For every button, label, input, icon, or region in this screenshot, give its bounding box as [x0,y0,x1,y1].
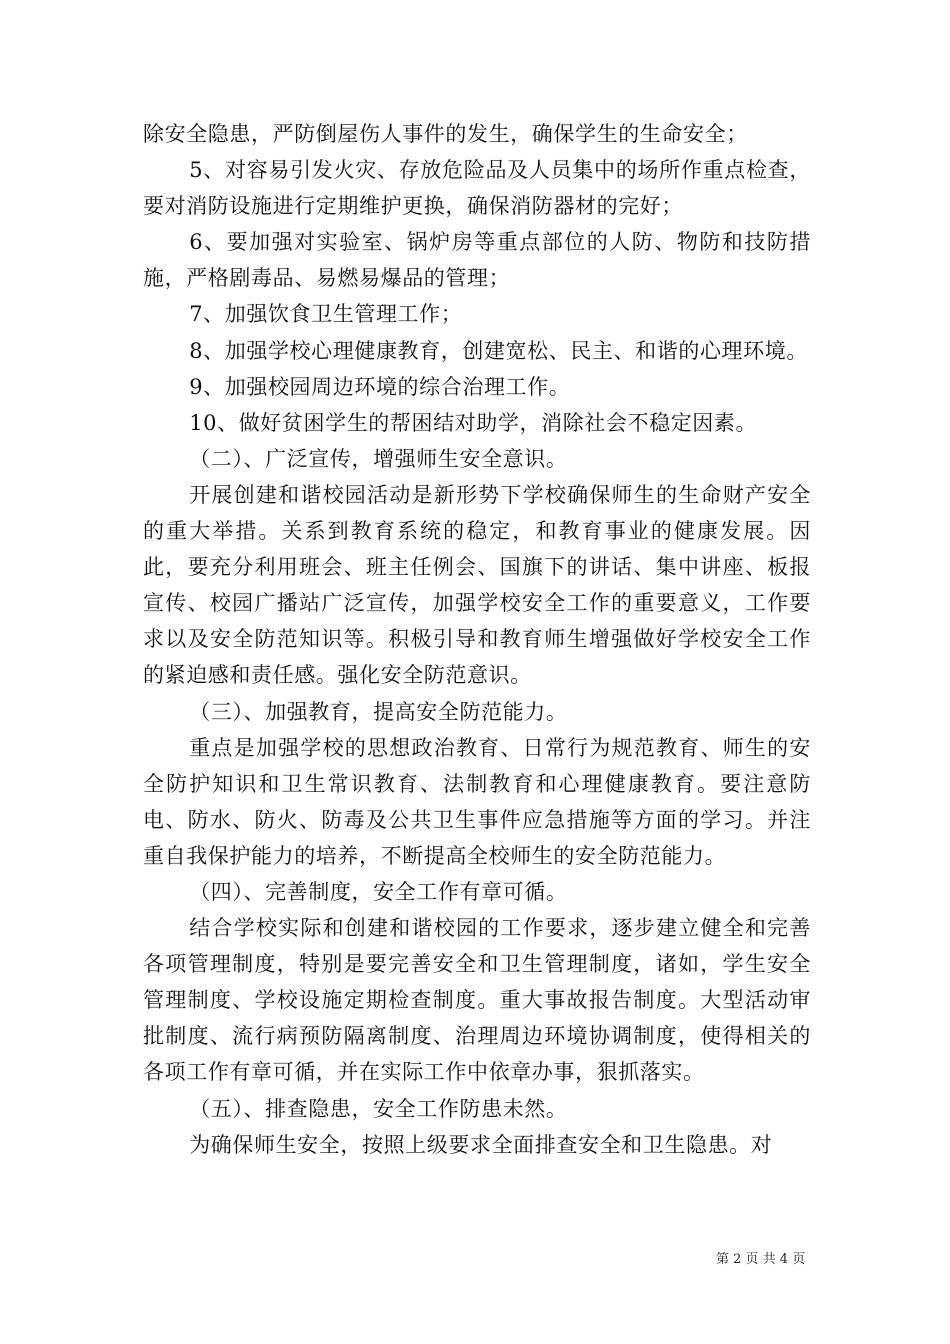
paragraph: 开展创建和谐校园活动是新形势下学校确保师生的生命财产安全的重大举措。关系到教育系统的稳定，和教育事业的健康发展。因此，要充分利用班会、班主任例会、国旗下的讲话、集中讲座、板报宣传、校园广播站广泛宣传，加强学校安全工作的重要意义，工作要求以及安全防范知识等。积极引导和教育师生增强做好学校安全工作的紧迫感和责任感。强化安全防范意识。 [143,482,811,688]
paragraph: （五）、排查隐患，安全工作防患未然。 [189,1096,568,1121]
paragraph: （四）、完善制度，安全工作有章可循。 [189,879,568,904]
paragraph: 7、加强饮食卫生管理工作； [189,302,463,327]
paragraph: 5、对容易引发火灾、存放危险品及人员集中的场所作重点检查，要对消防设施进行定期维护更换，确保消防器材的完好； [143,158,811,219]
paragraph: 8、加强学校心理健康教育，创建宽松、民主、和谐的心理环境。 [189,338,808,363]
paragraph: （三）、加强教育，提高安全防范能力。 [189,699,568,724]
paragraph: 为确保师生安全，按照上级要求全面排查安全和卫生隐患。对 [189,1132,773,1157]
document-body [143,116,811,1163]
paragraph: 除安全隐患，严防倒屋伤人事件的发生，确保学生的生命安全； [143,122,748,146]
page-number-footer: 第 2 页 共 4 页 [716,1252,806,1267]
paragraph: 结合学校实际和创建和谐校园的工作要求，逐步建立健全和完善各项管理制度，特别是要完善安全和卫生管理制度，诸如，学生安全管理制度、学校设施定期检查制度。重大事故报告制度。大型活动审批制度、流行病预防隔离制度、治理周边环境协调制度，使得相关的各项工作有章可循，并在实际工作中依章办事，狠抓落实。 [143,916,811,1085]
paragraph: 6、要加强对实验室、锅炉房等重点部位的人防、物防和技防措施，严格剧毒品、易燃易爆品的管理； [143,230,811,291]
paragraph: 10、做好贫困学生的帮困结对助学，消除社会不稳定因素。 [189,410,758,435]
paragraph: 重点是加强学校的思想政治教育、日常行为规范教育、师生的安全防护知识和卫生常识教育、法制教育和心理健康教育。要注意防电、防水、防火、防毒及公共卫生事件应急措施等方面的学习。并注重自我保护能力的培养，不断提高全校师生的安全防范能力。 [143,735,811,868]
paragraph: （二）、广泛宣传，增强师生安全意识。 [189,446,568,471]
paragraph: 9、加强校园周边环境的综合治理工作。 [189,374,571,399]
